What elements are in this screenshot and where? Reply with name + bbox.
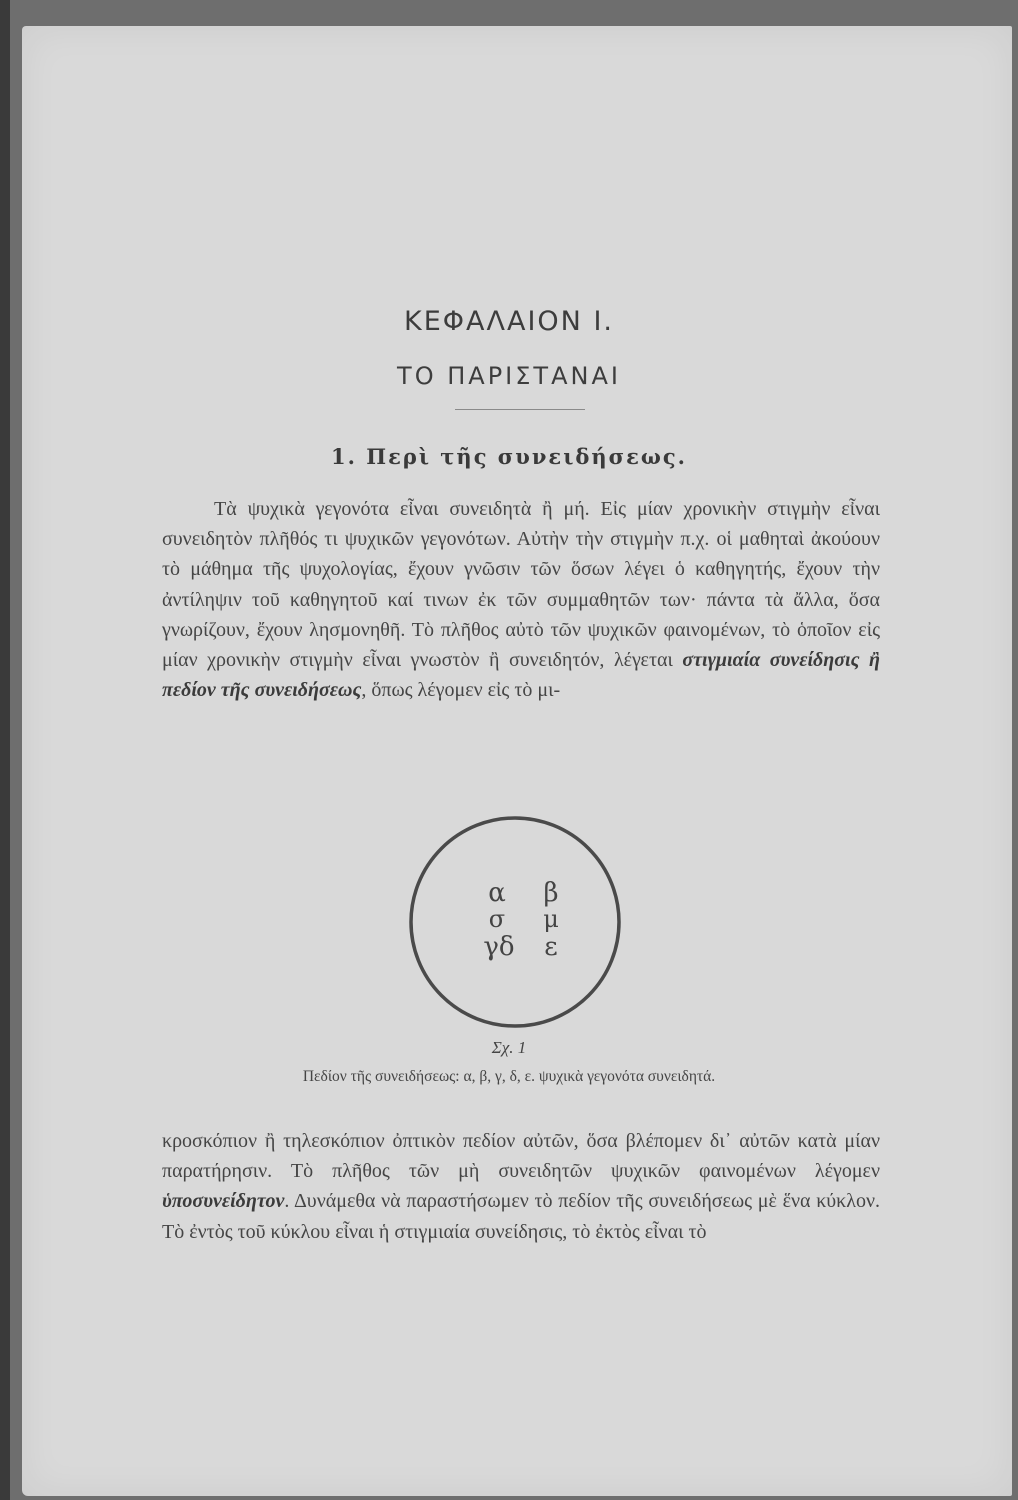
consciousness-field-diagram — [405, 812, 625, 1032]
letter-gamma-delta: γδ — [483, 932, 515, 962]
title-divider — [455, 409, 585, 410]
chapter-label: ΚΕΦΑΛΑΙΟΝ Ι. — [404, 306, 614, 337]
binding-edge — [0, 0, 10, 1500]
paragraph-2-text-a: κροσκόπιον ἢ τηλεσκόπιον ὀπτικὸν πεδίον αὐτῶν, ὅσα βλέπομεν δι᾽ αὐτῶν κατὰ μίαν παρατήρησιν. Τὸ πλῆθος τῶν μὴ συνειδητῶν ψυχικῶν φαινομένων λέγομεν — [162, 1130, 880, 1183]
letter-beta: β — [543, 878, 559, 908]
paragraph-1-text-b: , ὅπως λέγομεν εἰς τὸ μι- — [361, 679, 561, 702]
paragraph-1-text-a: Τὰ ψυχικὰ γεγονότα εἶναι συνειδητὰ ἢ μή. Εἰς μίαν χρονικὴν στιγμὴν εἶναι συνειδητὸν πλῆθός τι ψυχικῶν γεγονότων. Αὐτὴν τὴν στιγμὴν π.χ. οἱ μαθηταὶ ἀκούουν τὸ μάθημα τῆς ψυχολογίας, ἔχουν γνῶσιν τῶν ὅσων λέγει ὁ καθηγητής, ἔχουν τὴν ἀντίληψιν τοῦ καθηγητοῦ καί τινων ἐκ τῶν συμμαθητῶν των· πάντα τὰ ἄλλα, ὅσα γνωρίζουν, ἔχουν λησμονηθῆ. Τὸ πλῆθος αὐτὸ τῶν ψυχικῶν φαινομένων, τὸ ὁποῖον εἰς μίαν χρονικὴν στιγμὴν εἶναι γνωστὸν ἢ συνειδητόν, λέγεται — [162, 498, 880, 672]
field-circle — [411, 818, 619, 1026]
letter-alpha: α — [488, 878, 506, 908]
letter-epsilon: ε — [544, 932, 558, 962]
paragraph-2 — [162, 1126, 880, 1247]
paragraph-1-emphasis: στιγμιαία συνείδησις ἢ πεδίον τῆς συνειδήσεως — [162, 649, 880, 702]
figure-number: Σχ. 1 — [491, 1038, 527, 1057]
letter-mu: μ — [543, 905, 559, 933]
chapter-title: ΤΟ ΠΑΡΙΣΤΑΝΑΙ — [397, 362, 621, 390]
letter-sigma: σ — [488, 905, 506, 933]
paper-sheet — [22, 26, 1012, 1496]
paragraph-2-emphasis: ὑποσυνείδητον — [162, 1190, 285, 1213]
paragraph-1 — [162, 494, 880, 705]
section-heading: 1. Περὶ τῆς συνειδήσεως. — [331, 444, 687, 469]
figure-caption: Πεδίον τῆς συνειδήσεως: α, β, γ, δ, ε. ψυχικὰ γεγονότα συνειδητά. — [302, 1068, 716, 1085]
paragraph-2-text-b: . Δυνάμεθα νὰ παραστήσωμεν τὸ πεδίον τῆς συνειδήσεως μὲ ἕνα κύκλον. Τὸ ἐντὸς τοῦ κύκλου εἶναι ἡ στιγμιαία συνείδησις, τὸ ἐκτὸς εἶναι τὸ — [162, 1190, 880, 1243]
